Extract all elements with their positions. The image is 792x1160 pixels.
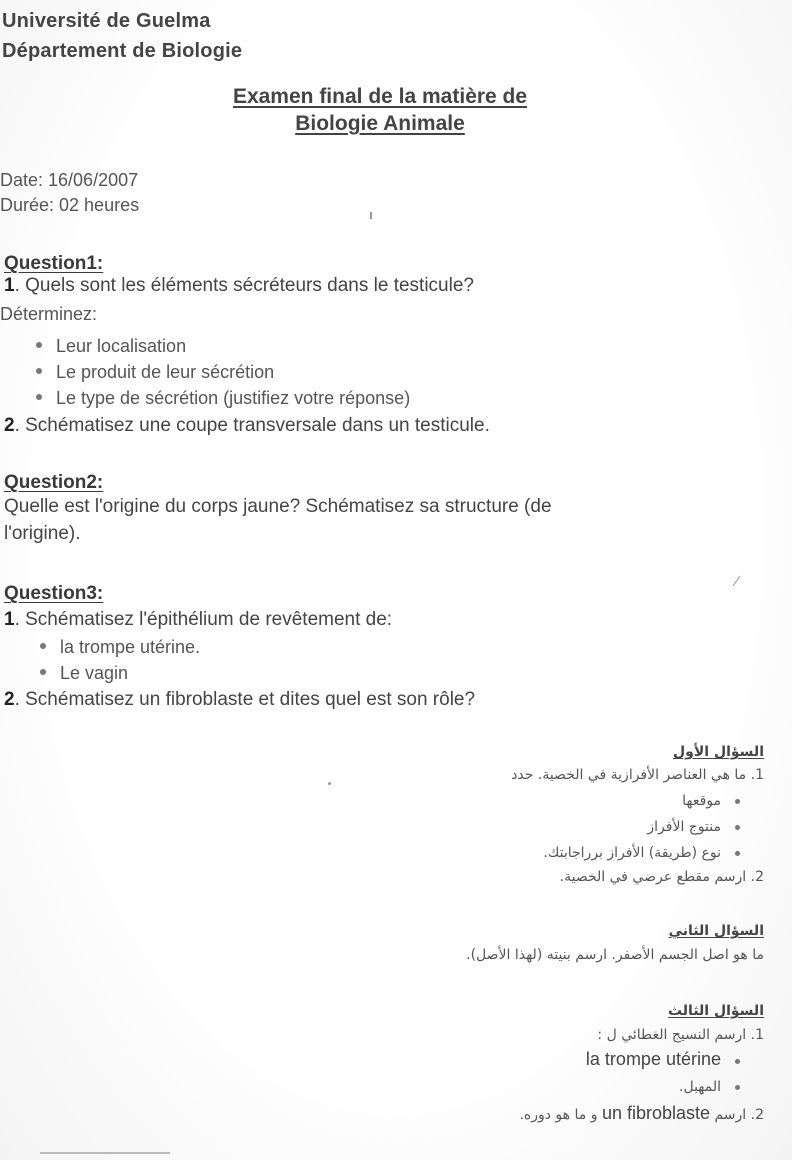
arabic-q3-item1: 1. ارسم النسيج الغطائي ل :: [597, 1027, 764, 1043]
arabic-q1-bullet: منتوج الأفراز: [647, 818, 740, 836]
arabic-q1-bullet: موقعها: [682, 792, 740, 810]
scan-speck: [328, 782, 331, 785]
q3-bullet: Le vagin: [40, 662, 128, 684]
exam-title-line2: Biologie Animale: [295, 112, 465, 135]
bullet-icon: [735, 851, 740, 856]
department-name: Département de Biologie: [2, 40, 243, 62]
arabic-q1-bullet: نوع (طريقة) الأفراز برراجابتك.: [543, 844, 740, 862]
university-name: Université de Guelma: [2, 10, 211, 32]
bullet-icon: [735, 1059, 740, 1064]
arabic-q2-line1: ما هو اصل الجسم الأصفر. ارسم بنيته (لهذا الأصل).: [466, 947, 764, 963]
q1-bullet: Le type de sécrétion (justifiez votre réponse): [36, 387, 410, 409]
bullet-icon: [735, 1085, 740, 1090]
q1-determine: Déterminez:: [0, 304, 98, 324]
institution-header: [2, 6, 242, 66]
q3-item1: 1. Schématisez l'épithélium de revêtement de:: [4, 609, 393, 630]
exam-date: Date: 16/06/2007: [0, 170, 139, 190]
exam-duration: Durée: 02 heures: [0, 195, 140, 215]
bullet-icon: [735, 825, 740, 830]
bullet-icon: [36, 342, 42, 348]
q1-item1: 1. Quels sont les éléments sécréteurs dans le testicule?: [4, 275, 474, 296]
arabic-q3-bullet: la trompe utérine: [586, 1050, 740, 1070]
arabic-question1-heading: السؤال الأول: [673, 744, 764, 760]
question2-heading: Question2:: [4, 472, 104, 493]
arabic-q3-item2: 2. ارسم un fibroblaste و ما هو دوره.: [519, 1103, 764, 1123]
bullet-icon: [735, 799, 740, 804]
q1-bullet: Leur localisation: [36, 335, 186, 357]
scan-speck: [733, 576, 741, 586]
question1-heading: Question1:: [4, 253, 104, 274]
arabic-q1-item2: 2. ارسم مقطع عرضي في الخصية.: [559, 869, 764, 885]
scan-edge-line: [40, 1152, 170, 1154]
q1-item2: 2. Schématisez une coupe transversale dans un testicule.: [4, 415, 490, 436]
question3-heading: Question3:: [4, 583, 104, 604]
arabic-question3-heading: السؤال الثالث: [667, 1003, 764, 1019]
bullet-icon: [36, 394, 42, 400]
exam-title-line1: Examen final de la matière de: [232, 85, 528, 108]
q2-line2: l'origine).: [4, 523, 81, 544]
q3-item2: 2. Schématisez un fibroblaste et dites quel est son rôle?: [4, 689, 476, 710]
arabic-question2-heading: السؤال الثاني: [668, 923, 764, 939]
bullet-icon: [36, 368, 42, 374]
q1-bullet: Le produit de leur sécrétion: [36, 361, 274, 383]
q3-bullet: la trompe utérine.: [40, 636, 200, 658]
arabic-q1-item1: 1. ما هي العناصر الأفرازية في الخصية. حدد: [511, 767, 764, 783]
q2-line1: Quelle est l'origine du corps jaune? Schématisez sa structure (de: [4, 496, 552, 517]
scan-speck: [370, 212, 372, 219]
bullet-icon: [40, 669, 46, 675]
arabic-q3-bullet: المهبل.: [679, 1078, 740, 1096]
bullet-icon: [40, 643, 46, 649]
